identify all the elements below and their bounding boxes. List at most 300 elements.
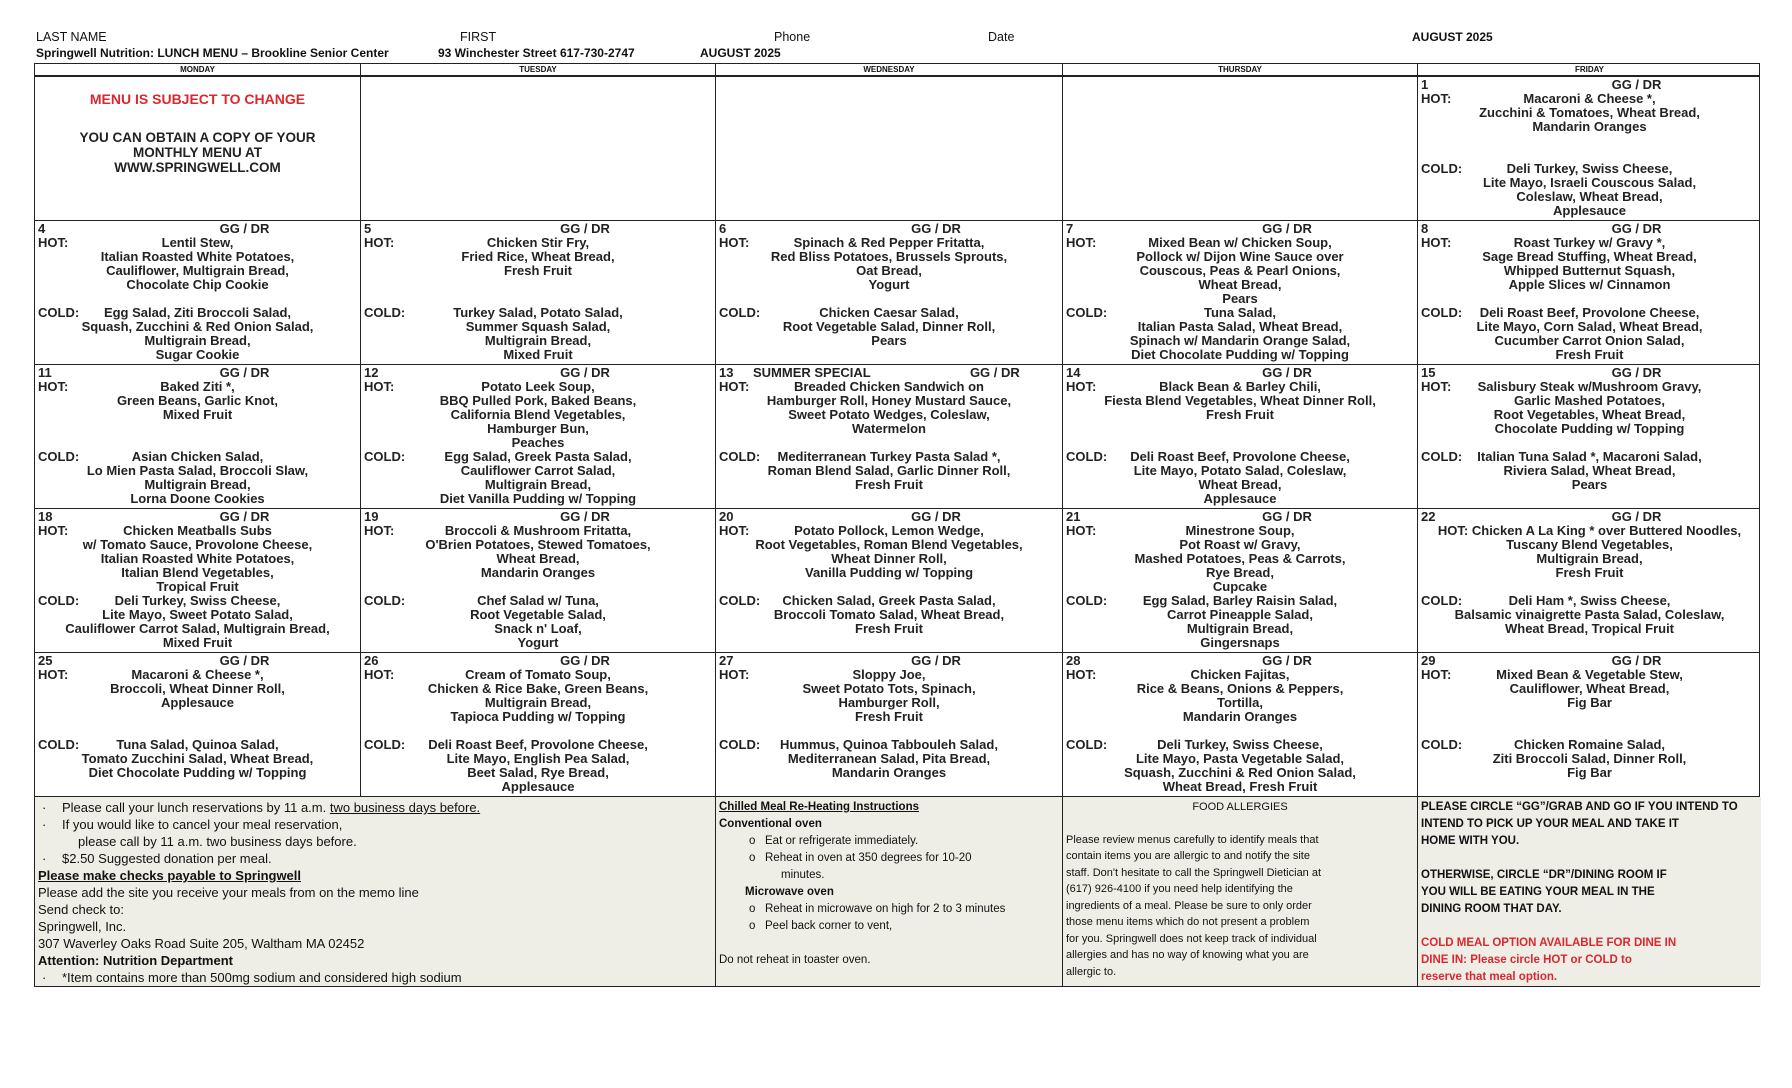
day-top — [38, 366, 357, 380]
hot-item — [719, 408, 1059, 422]
cold-item — [719, 306, 1059, 320]
hot-item-text: Peaches — [511, 435, 565, 450]
cold-label: COLD: — [1066, 737, 1108, 752]
month-right: AUGUST 2025 — [1412, 30, 1493, 44]
spacer — [1066, 436, 1414, 450]
cold-item-text: Lite Mayo, Corn Salad, Wheat Bread, — [1476, 319, 1703, 334]
hot-item-text: Cauliflower, Multigrain Bread, — [106, 263, 289, 278]
hot-item — [364, 264, 712, 278]
hot-item — [1066, 250, 1414, 264]
hot-item — [719, 250, 1059, 264]
cold-item-text: Coleslaw, Wheat Bread, — [1516, 189, 1663, 204]
hot-item-text: Wheat Bread, — [1198, 277, 1282, 292]
hot-item-text: Broccoli & Mushroom Fritatta, — [444, 523, 632, 538]
cold-item-text: Mediterranean Turkey Pasta Salad *, — [777, 449, 1001, 464]
hot-item-text: Fresh Fruit — [504, 263, 572, 278]
cold-item — [1066, 622, 1414, 636]
hot-item-text: Lentil Stew, — [161, 235, 234, 250]
hot-item-text: Zucchini & Tomatoes, Wheat Bread, — [1479, 105, 1700, 120]
cold-item-text: Italian Pasta Salad, Wheat Bread, — [1137, 319, 1343, 334]
hot-item-text: Breaded Chicken Sandwich on — [794, 379, 984, 394]
cold-item — [364, 464, 712, 478]
day-number: 1 — [1421, 77, 1429, 92]
hot-item-text: Pollock w/ Dijon Wine Sauce over — [1136, 249, 1344, 264]
hot-label: HOT: — [38, 523, 69, 538]
spacer — [38, 724, 357, 738]
cold-item — [719, 752, 1059, 766]
spacer — [1066, 724, 1414, 738]
hot-item-text: Wheat Dinner Roll, — [831, 551, 947, 566]
day-cell — [35, 365, 361, 508]
hot-item — [1421, 566, 1758, 580]
menu-address: 93 Winchester Street 617-730-2747 — [438, 46, 635, 60]
cold-item-text: Wheat Bread, Fresh Fruit — [1162, 779, 1318, 794]
day-top — [719, 510, 1059, 524]
hot-label: HOT: — [1066, 523, 1097, 538]
hot-item-text: Pears — [1222, 291, 1258, 306]
day-top — [1066, 366, 1414, 380]
spacer — [364, 724, 712, 738]
gg-dr-option: GG / DR — [1611, 365, 1662, 380]
day-number: 12 — [364, 365, 379, 380]
hot-item-text: Macaroni & Cheese *, — [131, 667, 264, 682]
cold-item-text: Turkey Salad, Potato Salad, — [453, 305, 623, 320]
gg-dr-option: GG / DR — [969, 365, 1020, 380]
toaster-note: Do not reheat in toaster oven. — [719, 954, 871, 966]
dr-line: OTHERWISE, CIRCLE “DR”/DINING ROOM IF — [1421, 869, 1667, 881]
day-number: 11 — [38, 365, 52, 380]
cold-item — [364, 478, 712, 492]
hot-item — [719, 710, 1059, 724]
conventional-oven-title: Conventional oven — [719, 818, 822, 830]
hot-item-text: Watermelon — [852, 421, 926, 436]
cold-item-text: Carrot Pineapple Salad, — [1167, 607, 1313, 622]
allergy-line: Please review menus carefully to identify meals that — [1066, 833, 1319, 846]
gg-dr-option: GG / DR — [219, 365, 270, 380]
cold-item — [1066, 594, 1414, 608]
cold-label: COLD: — [364, 305, 406, 320]
cold-item-text: Cauliflower Carrot Salad, Multigrain Bread, — [65, 621, 330, 636]
allergy-line: for you. Springwell does not keep track of individual — [1066, 932, 1317, 945]
cold-label: COLD: — [719, 593, 761, 608]
cold-item-text: Egg Salad, Barley Raisin Salad, — [1142, 593, 1338, 608]
hot-item — [1421, 264, 1758, 278]
cold-item — [364, 766, 712, 780]
weekday-thursday: THURSDAY — [1063, 64, 1418, 75]
cold-item — [38, 320, 357, 334]
allergy-line: ingredients of a meal. Please be sure to only order — [1066, 899, 1312, 912]
phone-label: Phone — [774, 30, 811, 44]
hot-label: HOT: — [1421, 235, 1452, 250]
day-top — [1066, 510, 1414, 524]
first-name-label: FIRST — [460, 30, 497, 44]
day-number: 7 — [1066, 221, 1074, 236]
hot-label: HOT: — [719, 523, 750, 538]
cold-item-text: Cucumber Carrot Onion Salad, — [1494, 333, 1685, 348]
cold-item-text: Tuna Salad, — [1204, 305, 1276, 320]
cold-item-text: Applesauce — [501, 779, 575, 794]
microwave-title: Microwave oven — [745, 886, 834, 898]
cold-item-text: Multigrain Bread, — [484, 333, 592, 348]
reheat-instructions — [716, 797, 1063, 986]
hot-item — [1421, 278, 1758, 292]
day-top — [38, 654, 357, 668]
hot-item — [38, 552, 357, 566]
hot-item-text: Green Beans, Garlic Knot, — [116, 393, 279, 408]
gg-dr-option: GG / DR — [560, 221, 610, 236]
day-cell — [1418, 653, 1761, 796]
hot-item — [719, 682, 1059, 696]
day-top — [1066, 654, 1414, 668]
hot-item — [1421, 696, 1758, 710]
hot-item — [1066, 710, 1414, 724]
cold-option-text — [1421, 935, 1758, 986]
hot-item-text: Tropical Fruit — [156, 579, 239, 594]
menu-month: AUGUST 2025 — [700, 46, 781, 60]
hot-item — [1421, 394, 1758, 408]
hot-item-text: Potato Pollock, Lemon Wedge, — [794, 523, 984, 538]
reservation-line: · Please call your lunch reservations by 11 a.m. two business days before. — [38, 799, 712, 816]
cold-item — [38, 622, 357, 636]
cold-item — [1066, 334, 1414, 348]
day-number: 20 — [719, 509, 734, 524]
day-cell — [35, 221, 361, 364]
hot-item-text: O'Brien Potatoes, Stewed Tomatoes, — [425, 537, 651, 552]
day-cell — [361, 653, 716, 796]
cold-item-text: Deli Ham *, Swiss Cheese, — [1508, 593, 1671, 608]
cold-item — [38, 752, 357, 766]
cold-item — [38, 464, 357, 478]
cold-item — [1066, 780, 1414, 794]
hot-item — [1421, 682, 1758, 696]
cold-item — [1066, 464, 1414, 478]
cold-item-text: Cauliflower Carrot Salad, — [460, 463, 616, 478]
hot-item-text: Italian Roasted White Potatoes, — [100, 551, 295, 566]
cold-item — [1421, 594, 1758, 608]
menu-copy-notice-3: WWW.SPRINGWELL.COM — [114, 160, 281, 175]
day-number: 15 — [1421, 365, 1436, 380]
cold-item — [364, 738, 712, 752]
hot-item — [38, 236, 357, 250]
hot-item-text: Tortilla, — [1217, 695, 1263, 710]
hot-item — [1421, 250, 1758, 264]
hot-item-text: w/ Tomato Sauce, Provolone Cheese, — [82, 537, 313, 552]
hot-item-text: Wheat Bread, — [496, 551, 580, 566]
hot-item-text: Fresh Fruit — [1206, 407, 1274, 422]
day-cell — [1418, 221, 1761, 364]
cold-label: COLD: — [1421, 161, 1463, 176]
spacer — [1421, 436, 1758, 450]
hot-item-text: Chicken Stir Fry, — [486, 235, 590, 250]
cold-item — [719, 738, 1059, 752]
hot-label: HOT: — [38, 235, 69, 250]
cold-item-text: Root Vegetable Salad, — [470, 607, 606, 622]
day-cell — [716, 509, 1063, 652]
cold-item — [1421, 752, 1758, 766]
hot-item — [1421, 668, 1758, 682]
cold-option-line: DINE IN: Please circle HOT or COLD to — [1421, 954, 1632, 966]
day-cell — [1418, 509, 1761, 652]
day-top — [719, 366, 1059, 380]
cold-item — [1066, 306, 1414, 320]
allergy-title: FOOD ALLERGIES — [1192, 801, 1288, 813]
day-number: 18 — [38, 509, 53, 524]
hot-item — [1421, 120, 1758, 134]
spacer — [719, 580, 1059, 594]
hot-item-text: Cauliflower, Wheat Bread, — [1509, 681, 1670, 696]
hot-item — [719, 422, 1059, 436]
hot-item-text: Fresh Fruit — [1555, 565, 1624, 580]
cold-item-text: Multigrain Bread, — [1186, 621, 1294, 636]
day-cell — [716, 77, 1063, 220]
gg-dr-option: GG / DR — [911, 509, 961, 524]
cold-item — [1066, 492, 1414, 506]
hot-item — [364, 524, 712, 538]
week-row — [35, 221, 1759, 365]
cold-item — [364, 334, 712, 348]
attention-line: Attention: Nutrition Department — [38, 953, 233, 968]
gg-dr-option: GG / DR — [1262, 365, 1312, 380]
cold-item — [364, 622, 712, 636]
day-number: 8 — [1421, 221, 1429, 236]
cold-item — [1066, 348, 1414, 362]
day-cell — [35, 509, 361, 652]
cold-label: COLD: — [38, 305, 80, 320]
cold-item — [38, 636, 357, 650]
hot-item — [364, 682, 712, 696]
hot-item — [38, 264, 357, 278]
day-number: 19 — [364, 509, 379, 524]
hot-item-text: Macaroni & Cheese *, — [1523, 91, 1656, 106]
cold-item — [38, 594, 357, 608]
cold-label: COLD: — [364, 449, 406, 464]
spacer — [719, 292, 1059, 306]
hot-item-text: Tuscany Blend Vegetables, — [1506, 537, 1673, 552]
cold-item-text: Fresh Fruit — [855, 621, 923, 636]
hot-item-text: Rye Bread, — [1206, 565, 1274, 580]
cold-label: COLD: — [719, 737, 761, 752]
hot-item — [719, 236, 1059, 250]
microwave-step-1: o Reheat in microwave on high for 2 to 3 minutes — [719, 901, 1059, 918]
cold-label: COLD: — [1066, 593, 1108, 608]
hot-label: HOT: — [719, 235, 750, 250]
cold-item — [1421, 176, 1758, 190]
cold-item — [38, 492, 357, 506]
week-row — [35, 653, 1759, 797]
hot-label: HOT: — [719, 379, 750, 394]
gg-text — [1421, 799, 1758, 850]
hot-item — [38, 408, 357, 422]
cold-item-text: Fresh Fruit — [1555, 347, 1624, 362]
cold-item — [1066, 752, 1414, 766]
hot-item — [1066, 696, 1414, 710]
cold-item — [364, 636, 712, 650]
day-cell — [1063, 653, 1418, 796]
cold-item-text: Asian Chicken Salad, — [131, 449, 264, 464]
cold-item — [38, 738, 357, 752]
hot-item — [38, 380, 357, 394]
cold-item-text: Riviera Salad, Wheat Bread, — [1503, 463, 1676, 478]
hot-item-text: Mixed Bean & Vegetable Stew, — [1496, 667, 1683, 682]
hot-item — [1066, 236, 1414, 250]
cold-item-text: Roman Blend Salad, Garlic Dinner Roll, — [767, 463, 1011, 478]
cold-item — [1421, 190, 1758, 204]
hot-item — [38, 524, 357, 538]
gg-dr-option: GG / DR — [911, 221, 961, 236]
hot-item — [1066, 292, 1414, 306]
hot-item — [1066, 552, 1414, 566]
hot-item — [719, 696, 1059, 710]
spacer — [719, 724, 1059, 738]
day-number: 28 — [1066, 653, 1081, 668]
hot-item-text: Chocolate Pudding w/ Topping — [1494, 421, 1685, 436]
cold-label: COLD: — [1421, 305, 1463, 320]
cold-item — [719, 450, 1059, 464]
day-top — [1421, 222, 1758, 236]
cold-item-text: Multigrain Bread, — [144, 477, 251, 492]
cold-item — [1421, 766, 1758, 780]
cold-item — [1066, 478, 1414, 492]
hot-item — [1421, 92, 1758, 106]
hot-item — [1421, 552, 1758, 566]
conventional-step-1: o Eat or refrigerate immediately. — [719, 833, 1059, 850]
spacer — [719, 436, 1059, 450]
hot-item — [1066, 566, 1414, 580]
gg-dr-option: GG / DR — [1262, 221, 1312, 236]
cold-item-text: Lite Mayo, Sweet Potato Salad, — [102, 607, 293, 622]
cold-item-text: Fig Bar — [1567, 765, 1612, 780]
gg-dr-option: GG / DR — [1262, 653, 1312, 668]
hot-item-text: Mandarin Oranges — [480, 565, 596, 580]
cold-item — [1421, 348, 1758, 362]
cold-label: COLD: — [38, 593, 80, 608]
hot-item — [1066, 278, 1414, 292]
hot-item — [1066, 394, 1414, 408]
cold-item-text: Gingersnaps — [1200, 635, 1280, 650]
allergy-line: those menu items which do not present a problem — [1066, 916, 1310, 928]
org-line: Springwell, Inc. — [38, 919, 127, 934]
hot-item — [1421, 408, 1758, 422]
hot-item — [1421, 422, 1758, 436]
hot-item-text: Hamburger Bun, — [487, 421, 589, 436]
hot-item-text: Fried Rice, Wheat Bread, — [461, 249, 615, 264]
cold-item-text: Lite Mayo, Pasta Vegetable Salad, — [1135, 751, 1345, 766]
cold-item-text: Deli Roast Beef, Provolone Cheese, — [428, 737, 648, 752]
sodium-note: · *Item contains more than 500mg sodium and considered high sodium — [38, 969, 712, 986]
cold-item — [364, 450, 712, 464]
hot-item — [1421, 380, 1758, 394]
day-top — [1421, 78, 1758, 92]
hot-item — [38, 696, 357, 710]
hot-item-text: Spinach & Red Pepper Fritatta, — [793, 235, 985, 250]
hot-item-text: Broccoli, Wheat Dinner Roll, — [110, 681, 285, 696]
cancel-line: · If you would like to cancel your meal reservation, — [38, 816, 712, 833]
cold-item — [364, 320, 712, 334]
hot-item — [719, 524, 1059, 538]
day-cell — [1418, 77, 1761, 220]
cold-item-text: Diet Chocolate Pudding w/ Topping — [1131, 347, 1349, 362]
hot-item — [38, 682, 357, 696]
cold-label: COLD: — [1066, 449, 1108, 464]
weeks-container — [35, 77, 1759, 797]
gg-dr-option: GG / DR — [219, 221, 270, 236]
hot-item — [1066, 264, 1414, 278]
day-number: 4 — [38, 221, 46, 236]
hot-label: HOT: — [719, 667, 750, 682]
cold-item — [719, 464, 1059, 478]
gg-dr-option: GG / DR — [560, 653, 610, 668]
spacer — [1421, 580, 1758, 594]
cold-item-text: Fresh Fruit — [855, 477, 923, 492]
hot-item-text: Oat Bread, — [856, 263, 922, 278]
cancel-line-2: please call by 11 a.m. two business days before. — [78, 834, 357, 849]
cold-label: COLD: — [38, 737, 80, 752]
cold-item-text: Multigrain Bread, — [484, 477, 592, 492]
allergy-line: allergic to. — [1066, 965, 1117, 978]
checks-line: Please make checks payable to Springwell — [38, 868, 302, 883]
hot-item — [38, 668, 357, 682]
cold-item-text: Lo Mien Pasta Salad, Broccoli Slaw, — [86, 463, 309, 478]
hot-item-text: Garlic Mashed Potatoes, — [1514, 393, 1665, 408]
day-number: 14 — [1066, 365, 1081, 380]
day-number: 21 — [1066, 509, 1081, 524]
cold-item — [719, 478, 1059, 492]
spacer — [1421, 710, 1758, 724]
spacer — [38, 422, 357, 436]
gg-line: HOME WITH YOU. — [1421, 835, 1520, 847]
day-cell — [716, 221, 1063, 364]
menu-header — [34, 30, 1760, 66]
gg-dr-option: GG / DR — [219, 509, 270, 524]
cold-item-text: Snack n' Loaf, — [494, 621, 582, 636]
food-allergies — [1063, 797, 1418, 986]
date-label: Date — [988, 30, 1015, 44]
gg-dr-option: GG / DR — [560, 365, 610, 380]
day-cell — [361, 77, 716, 220]
cold-item-text: Deli Turkey, Swiss Cheese, — [114, 593, 281, 608]
cold-label: COLD: — [1421, 737, 1463, 752]
dr-text — [1421, 867, 1758, 918]
cold-item-text: Tuna Salad, Quinoa Salad, — [116, 737, 279, 752]
menu-page — [34, 30, 1760, 985]
cold-item-text: Diet Chocolate Pudding w/ Topping — [88, 765, 307, 780]
hot-item — [38, 566, 357, 580]
cold-label: COLD: — [719, 305, 761, 320]
hot-item-text: Chicken Meatballs Subs — [123, 523, 272, 538]
week-row — [35, 365, 1759, 509]
cold-item-text: Pears — [871, 333, 907, 348]
spacer — [1421, 724, 1758, 738]
day-top — [719, 654, 1059, 668]
allergy-line: contain items you are allergic to and notify the site — [1066, 850, 1310, 862]
menu-grid — [34, 63, 1760, 987]
weekday-wednesday: WEDNESDAY — [716, 64, 1063, 75]
hot-item — [1066, 682, 1414, 696]
hot-item-text: Mixed Fruit — [162, 407, 233, 422]
allergy-line: staff. Don't hesitate to call the Springwell Dietician at — [1066, 866, 1322, 879]
gg-dr-option: GG / DR — [911, 653, 961, 668]
day-number: 27 — [719, 653, 734, 668]
cold-item — [364, 752, 712, 766]
hot-item-text: Mashed Potatoes, Peas & Carrots, — [1134, 551, 1346, 566]
hot-item — [719, 552, 1059, 566]
menu-change-notice: MENU IS SUBJECT TO CHANGE — [89, 91, 306, 107]
cold-item — [1066, 320, 1414, 334]
cold-item — [1066, 738, 1414, 752]
hot-item-text: Hamburger Roll, — [838, 695, 940, 710]
hot-item — [1066, 538, 1414, 552]
hot-label: HOT: — [364, 235, 395, 250]
